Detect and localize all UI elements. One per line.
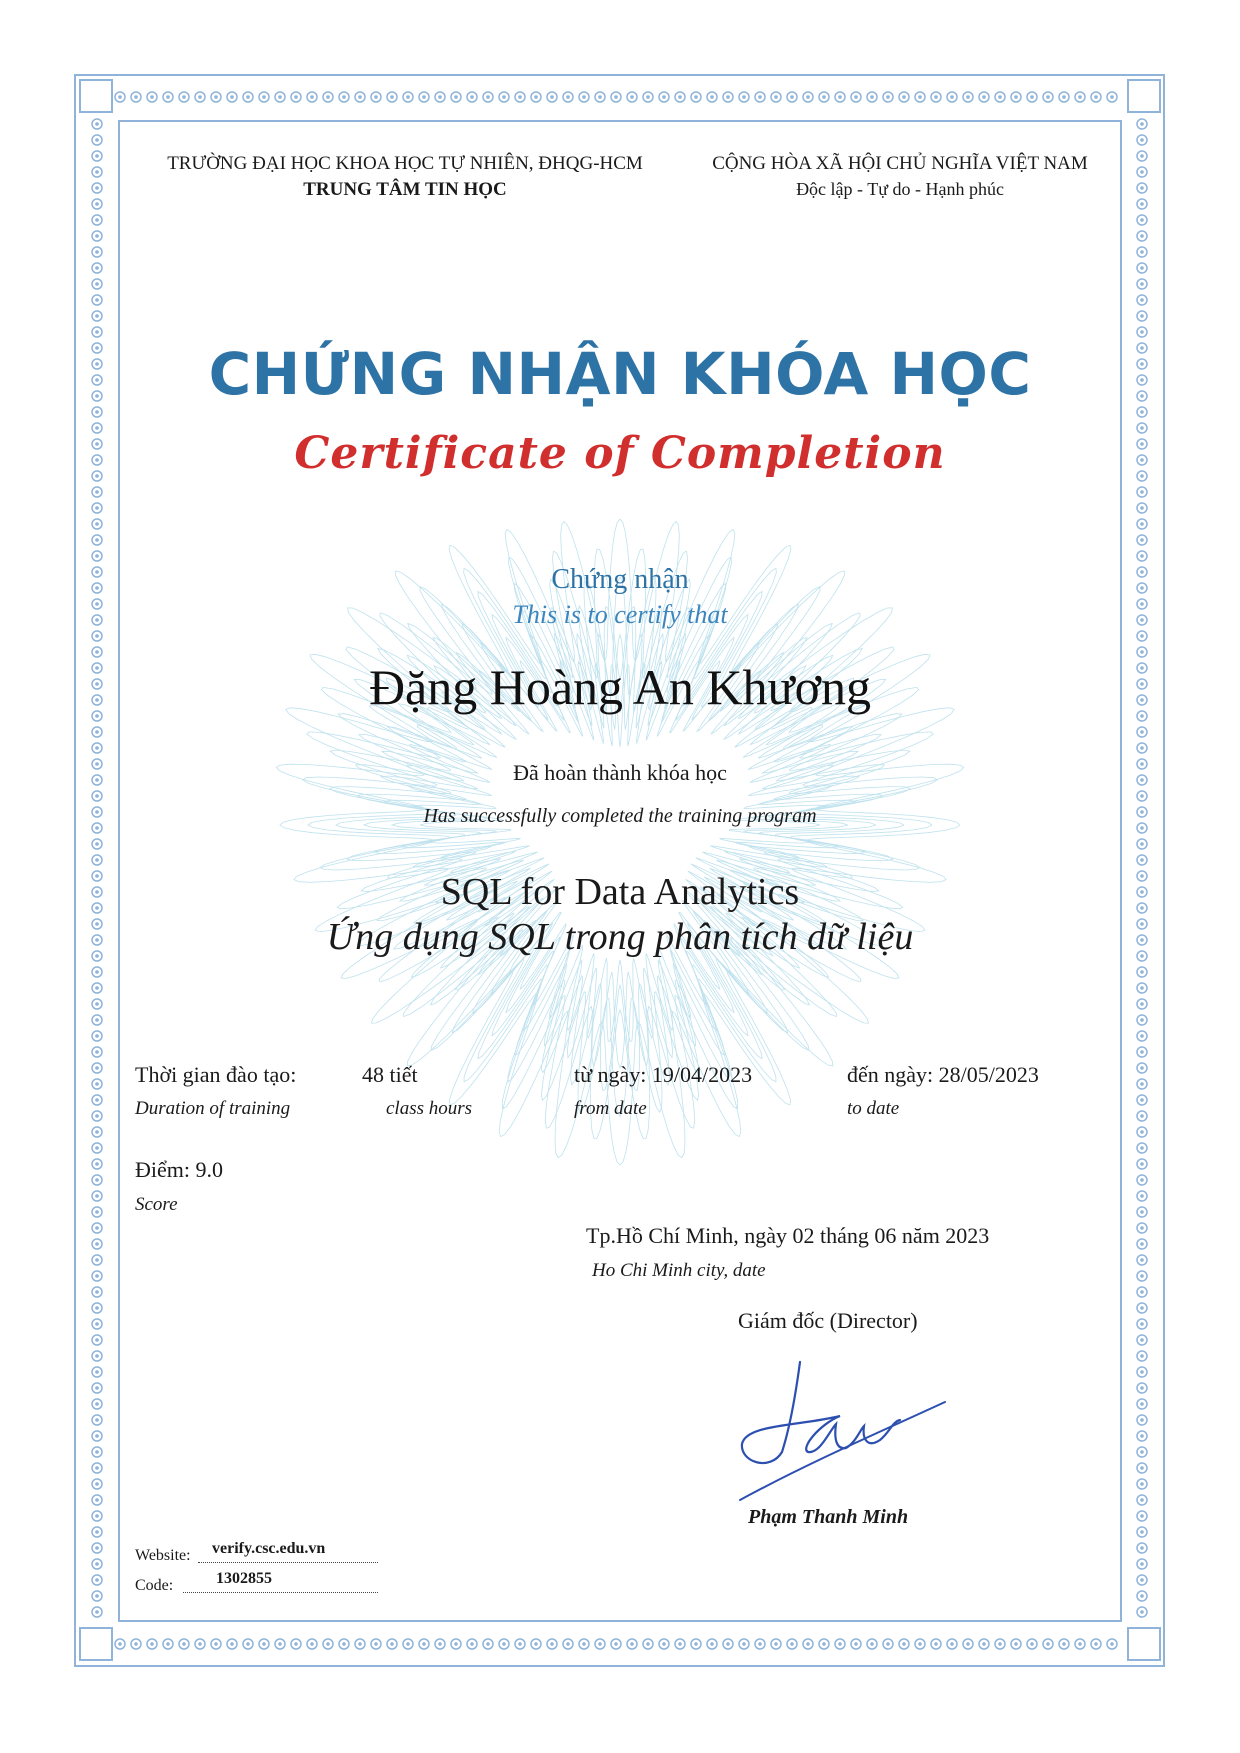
director-title: Giám đốc (Director) — [738, 1308, 918, 1333]
from-date: từ ngày: 19/04/2023 — [574, 1062, 753, 1087]
code-label: Code: — [135, 1577, 174, 1594]
duration-label: Thời gian đào tạo: — [135, 1062, 297, 1087]
nation-name: CỘNG HÒA XÃ HỘI CHỦ NGHĨA VIỆT NAM — [712, 153, 1088, 174]
to-date-en: to date — [847, 1098, 900, 1119]
center-name: TRUNG TÂM TIN HỌC — [303, 179, 507, 200]
duration-label-en: Duration of training — [135, 1098, 291, 1119]
certify-text-en: This is to certify that — [512, 600, 728, 629]
score-en: Score — [135, 1194, 178, 1215]
issue-place-date: Tp.Hồ Chí Minh, ngày 02 tháng 06 năm 2023 — [586, 1223, 990, 1248]
completed-text-en: Has successfully completed the training program — [423, 805, 817, 827]
code-dotted-line — [183, 1578, 378, 1593]
certificate-title-vn: CHỨNG NHẬN KHÓA HỌC — [208, 340, 1032, 408]
website-link[interactable]: verify.csc.edu.vn — [212, 1540, 326, 1557]
recipient-name: Đặng Hoàng An Khương — [368, 659, 872, 715]
director-name: Phạm Thanh Minh — [748, 1506, 909, 1528]
completed-text-vn: Đã hoàn thành khóa học — [513, 760, 727, 785]
from-date-en: from date — [574, 1098, 647, 1119]
verification-code: 1302855 — [216, 1570, 272, 1587]
website-label: Website: — [135, 1547, 191, 1564]
certificate-title-en: Certificate of Completion — [294, 428, 946, 479]
director-signature — [730, 1352, 950, 1502]
issue-place-date-en: Ho Chi Minh city, date — [592, 1260, 766, 1281]
course-name-en: SQL for Data Analytics — [440, 871, 800, 913]
to-date: đến ngày: 28/05/2023 — [847, 1062, 1039, 1087]
duration-value: 48 tiết — [362, 1062, 418, 1087]
nation-motto: Độc lập - Tự do - Hạnh phúc — [796, 179, 1004, 199]
score: Điểm: 9.0 — [135, 1157, 223, 1182]
duration-value-en: class hours — [386, 1098, 473, 1119]
guilloche-ring — [303, 549, 937, 1138]
course-name-vn: Ứng dụng SQL trong phân tích dữ liệu — [326, 916, 914, 958]
institution-name: TRƯỜNG ĐẠI HỌC KHOA HỌC TỰ NHIÊN, ĐHQG-HCM — [167, 153, 643, 174]
certify-text-vn: Chứng nhận — [551, 564, 689, 595]
